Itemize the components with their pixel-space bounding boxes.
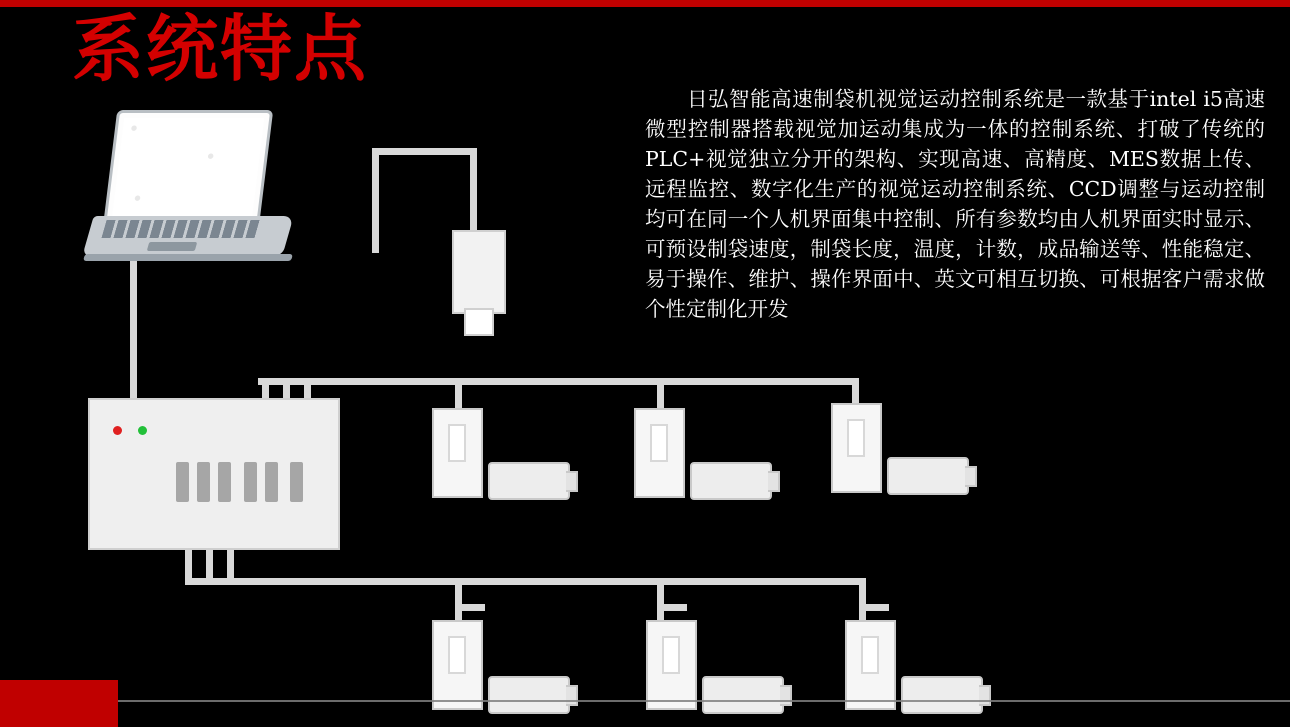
controller-port xyxy=(244,462,257,502)
wire-lower-bus xyxy=(185,578,865,585)
wire-lower-drop-cam6 xyxy=(859,578,866,623)
laptop-screen xyxy=(103,110,273,228)
camera-lens-1 xyxy=(488,462,570,500)
wire-upper-drop-cam1 xyxy=(455,378,462,411)
wire-lower-step-cam4 xyxy=(455,604,485,611)
controller-port xyxy=(176,462,189,502)
camera-lens-6 xyxy=(901,676,983,714)
wire-laptop-to-controller xyxy=(130,258,137,403)
wire-upper-bus xyxy=(258,378,858,385)
watermark-dot: ● xyxy=(130,124,138,132)
laptop-keyboard xyxy=(101,220,261,238)
wire-lower-step-cam5 xyxy=(657,604,687,611)
controller-port xyxy=(218,462,231,502)
vision-controller-device xyxy=(452,230,506,314)
watermark-dot: ● xyxy=(133,194,142,202)
camera-body-2 xyxy=(634,408,685,498)
camera-body-1 xyxy=(432,408,483,498)
wire-laptop-to-device-vertical xyxy=(372,148,379,253)
controller-port xyxy=(290,462,303,502)
controller-port xyxy=(197,462,210,502)
bottom-divider xyxy=(118,700,1290,702)
wire-upper-drop-cam2 xyxy=(657,378,664,411)
laptop-screen-content xyxy=(112,118,265,220)
power-led-indicator xyxy=(113,426,122,435)
wire-laptop-to-device-horizontal xyxy=(372,148,477,155)
camera-body-6 xyxy=(845,620,896,710)
watermark-dot: ● xyxy=(207,152,215,160)
vision-controller-connector xyxy=(464,308,494,336)
camera-body-3 xyxy=(831,403,882,493)
laptop-touchpad xyxy=(147,242,198,251)
laptop-front-edge xyxy=(83,254,293,261)
bottom-accent-block xyxy=(0,680,118,727)
camera-body-5 xyxy=(646,620,697,710)
controller-port xyxy=(265,462,278,502)
wire-lower-drop-cam4 xyxy=(455,578,462,623)
run-led-indicator xyxy=(138,426,147,435)
description-paragraph: 日弘智能高速制袋机视觉运动控制系统是一款基于intel i5高速微型控制器搭载视觉加运动集成为一体的控制系统、打破了传统的PLC+视觉独立分开的架构、实现高速、高精度、MES数据上传、远程监控、数字化生产的视觉运动控制系统、CCD调整与运动控制均可在同一个人机界面集中控制、所有参数均由人机界面实时显示、可预设制袋速度，制袋长度，温度，计数，成品输送等、性能稳定、易于操作、维护、操作界面中、英文可相互切换、可根据客户需求做个性定制化开发 xyxy=(645,87,1265,321)
camera-lens-2 xyxy=(690,462,772,500)
wire-device-drop xyxy=(470,148,477,234)
wire-lower-step-cam6 xyxy=(859,604,889,611)
wire-lower-drop-cam5 xyxy=(657,578,664,623)
camera-body-4 xyxy=(432,620,483,710)
page-title: 系统特点 xyxy=(72,7,369,91)
camera-lens-4 xyxy=(488,676,570,714)
camera-lens-5 xyxy=(702,676,784,714)
camera-lens-3 xyxy=(887,457,969,495)
